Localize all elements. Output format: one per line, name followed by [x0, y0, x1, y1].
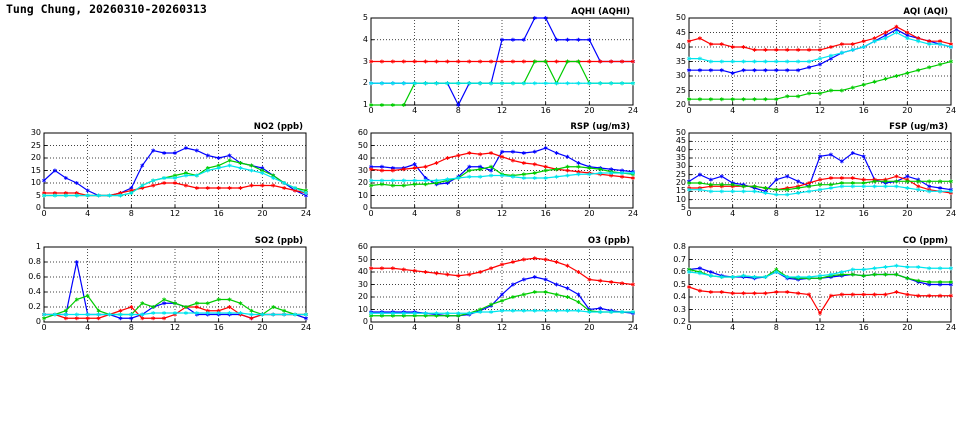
y-tick-label: 0.6: [28, 272, 41, 281]
y-tick-label: 0: [35, 317, 41, 326]
y-tick-label: 10: [675, 194, 686, 204]
y-tick-label: 0: [35, 203, 41, 212]
x-tick-label: 8: [455, 106, 461, 115]
y-tick-label: 25: [675, 169, 686, 179]
y-tick-label: 50: [675, 13, 686, 22]
x-tick-label: 0: [368, 209, 374, 218]
y-tick-label: 35: [675, 153, 686, 162]
x-tick-label: 8: [128, 323, 134, 332]
x-tick-label: 24: [300, 323, 312, 332]
page-title: Tung Chung, 20260310-20260313: [6, 2, 207, 16]
y-tick-label: 30: [357, 165, 368, 175]
x-tick-label: 12: [169, 209, 181, 218]
x-tick-label: 20: [584, 323, 595, 332]
chart-title-rsp: RSP (ug/m3): [570, 122, 630, 132]
x-tick-label: 8: [773, 106, 779, 115]
y-tick-label: 40: [675, 144, 686, 154]
chart-title-no2: NO2 (ppb): [253, 122, 303, 132]
x-tick-label: 4: [412, 209, 418, 218]
x-tick-label: 0: [686, 106, 692, 115]
chart-panel-co: [663, 236, 957, 335]
y-tick-label: 5: [680, 203, 686, 212]
y-tick-label: 50: [357, 254, 368, 264]
y-tick-label: 5: [35, 190, 41, 200]
x-tick-label: 0: [41, 323, 47, 332]
y-tick-label: 40: [357, 267, 368, 276]
gridlines: [689, 133, 951, 208]
y-tick-label: 25: [675, 85, 686, 95]
y-tick-label: 35: [675, 56, 686, 66]
y-tick-label: 1: [362, 100, 368, 109]
x-tick-label: 4: [85, 323, 91, 332]
x-tick-label: 12: [496, 323, 508, 332]
chart-title-so2: SO2 (ppb): [254, 236, 303, 246]
x-tick-label: 16: [858, 106, 869, 115]
x-tick-label: 4: [412, 323, 418, 332]
x-tick-label: 20: [257, 209, 268, 218]
chart-panel-aqhi: [345, 7, 639, 118]
chart-title-o3: O3 (ppb): [587, 236, 630, 246]
y-tick-label: 0.4: [28, 287, 41, 296]
series-series4: [369, 81, 634, 85]
y-tick-label: 40: [675, 42, 686, 51]
x-tick-label: 4: [85, 209, 91, 218]
chart-svg-aqi: [663, 14, 955, 118]
chart-panel-rsp: [345, 122, 639, 221]
y-tick-label: 20: [675, 100, 686, 109]
x-tick-label: 12: [169, 323, 181, 332]
x-tick-label: 20: [902, 209, 913, 218]
x-tick-label: 0: [41, 209, 47, 218]
x-tick-label: 24: [945, 106, 957, 115]
y-tick-label: 5: [362, 13, 368, 22]
y-tick-label: 50: [675, 128, 686, 137]
y-tick-label: 60: [357, 242, 368, 251]
x-tick-label: 16: [540, 209, 551, 218]
y-tick-label: 25: [30, 140, 41, 150]
x-tick-label: 16: [213, 209, 224, 218]
y-tick-label: 0.7: [673, 254, 686, 264]
x-tick-label: 16: [540, 323, 551, 332]
x-tick-label: 0: [368, 323, 374, 332]
chart-svg-so2: [18, 243, 310, 335]
y-tick-label: 0.8: [28, 257, 41, 266]
x-tick-label: 12: [814, 106, 826, 115]
chart-panel-aqi: [663, 7, 957, 118]
series-series2: [369, 256, 634, 286]
x-tick-label: 20: [902, 106, 913, 115]
x-tick-label: 12: [496, 209, 508, 218]
chart-panel-so2: [18, 236, 312, 335]
y-tick-label: 0.2: [28, 302, 41, 311]
y-tick-label: 0.5: [673, 279, 686, 289]
y-tick-label: 0.2: [673, 317, 686, 326]
chart-panel-no2: [18, 122, 312, 221]
chart-svg-co: [663, 243, 955, 335]
chart-title-aqhi: AQHI (AQHI): [571, 7, 630, 17]
y-tick-label: 10: [357, 304, 368, 314]
y-tick-label: 10: [357, 190, 368, 200]
x-tick-label: 0: [686, 323, 692, 332]
x-tick-label: 20: [257, 323, 268, 332]
y-tick-label: 4: [362, 34, 368, 44]
x-tick-label: 24: [945, 323, 957, 332]
y-tick-label: 40: [357, 153, 368, 162]
y-tick-label: 30: [357, 279, 368, 289]
chart-svg-aqhi: [345, 14, 637, 118]
y-tick-label: 0: [362, 203, 368, 212]
y-tick-label: 0.3: [673, 304, 686, 314]
x-tick-label: 0: [686, 209, 692, 218]
y-tick-label: 1: [35, 242, 41, 251]
x-tick-label: 24: [945, 209, 957, 218]
chart-panel-fsp: [663, 122, 957, 221]
y-tick-label: 15: [675, 186, 686, 196]
y-tick-label: 45: [675, 136, 686, 146]
y-tick-label: 10: [30, 178, 41, 187]
y-tick-label: 3: [362, 56, 368, 66]
x-tick-label: 24: [300, 209, 312, 218]
x-tick-label: 4: [730, 106, 736, 115]
x-tick-label: 20: [902, 323, 913, 332]
y-tick-label: 20: [675, 178, 686, 187]
x-tick-label: 8: [455, 323, 461, 332]
y-tick-label: 60: [357, 128, 368, 137]
x-tick-label: 24: [627, 209, 639, 218]
y-tick-label: 0.4: [673, 292, 686, 301]
x-tick-label: 8: [128, 209, 134, 218]
gridlines: [689, 247, 951, 322]
x-tick-label: 4: [730, 323, 736, 332]
chart-svg-rsp: [345, 129, 637, 221]
x-tick-label: 12: [496, 106, 508, 115]
x-tick-label: 24: [627, 323, 639, 332]
x-tick-label: 20: [584, 106, 595, 115]
gridlines: [371, 133, 633, 208]
chart-title-co: CO (ppm): [902, 236, 948, 246]
y-tick-label: 2: [362, 78, 368, 88]
x-tick-label: 4: [412, 106, 418, 115]
y-tick-label: 20: [357, 292, 368, 301]
y-tick-label: 0: [362, 317, 368, 326]
y-tick-label: 30: [675, 71, 686, 80]
y-tick-label: 30: [30, 128, 41, 137]
chart-svg-no2: [18, 129, 310, 221]
chart-svg-o3: [345, 243, 637, 335]
x-tick-label: 8: [455, 209, 461, 218]
y-tick-label: 15: [30, 165, 41, 175]
chart-title-fsp: FSP (ug/m3): [889, 122, 948, 132]
x-tick-label: 12: [814, 323, 826, 332]
series-series2: [369, 60, 634, 64]
x-tick-label: 8: [773, 209, 779, 218]
chart-svg-fsp: [663, 129, 955, 221]
x-tick-label: 8: [773, 323, 779, 332]
gridlines: [44, 247, 306, 322]
chart-title-aqi: AQI (AQI): [903, 7, 948, 17]
series-series4: [687, 264, 952, 279]
x-tick-label: 20: [584, 209, 595, 218]
x-tick-label: 12: [814, 209, 826, 218]
x-tick-label: 16: [213, 323, 224, 332]
x-tick-label: 24: [627, 106, 639, 115]
y-tick-label: 20: [357, 178, 368, 187]
x-tick-label: 16: [858, 209, 869, 218]
y-tick-label: 50: [357, 140, 368, 150]
x-tick-label: 16: [540, 106, 551, 115]
x-tick-label: 4: [730, 209, 736, 218]
y-tick-label: 30: [675, 161, 686, 171]
y-tick-label: 45: [675, 27, 686, 37]
y-tick-label: 0.8: [673, 242, 686, 251]
y-tick-label: 0.6: [673, 267, 686, 276]
x-tick-label: 0: [368, 106, 374, 115]
chart-panel-o3: [345, 236, 639, 335]
x-tick-label: 16: [858, 323, 869, 332]
y-tick-label: 20: [30, 153, 41, 162]
